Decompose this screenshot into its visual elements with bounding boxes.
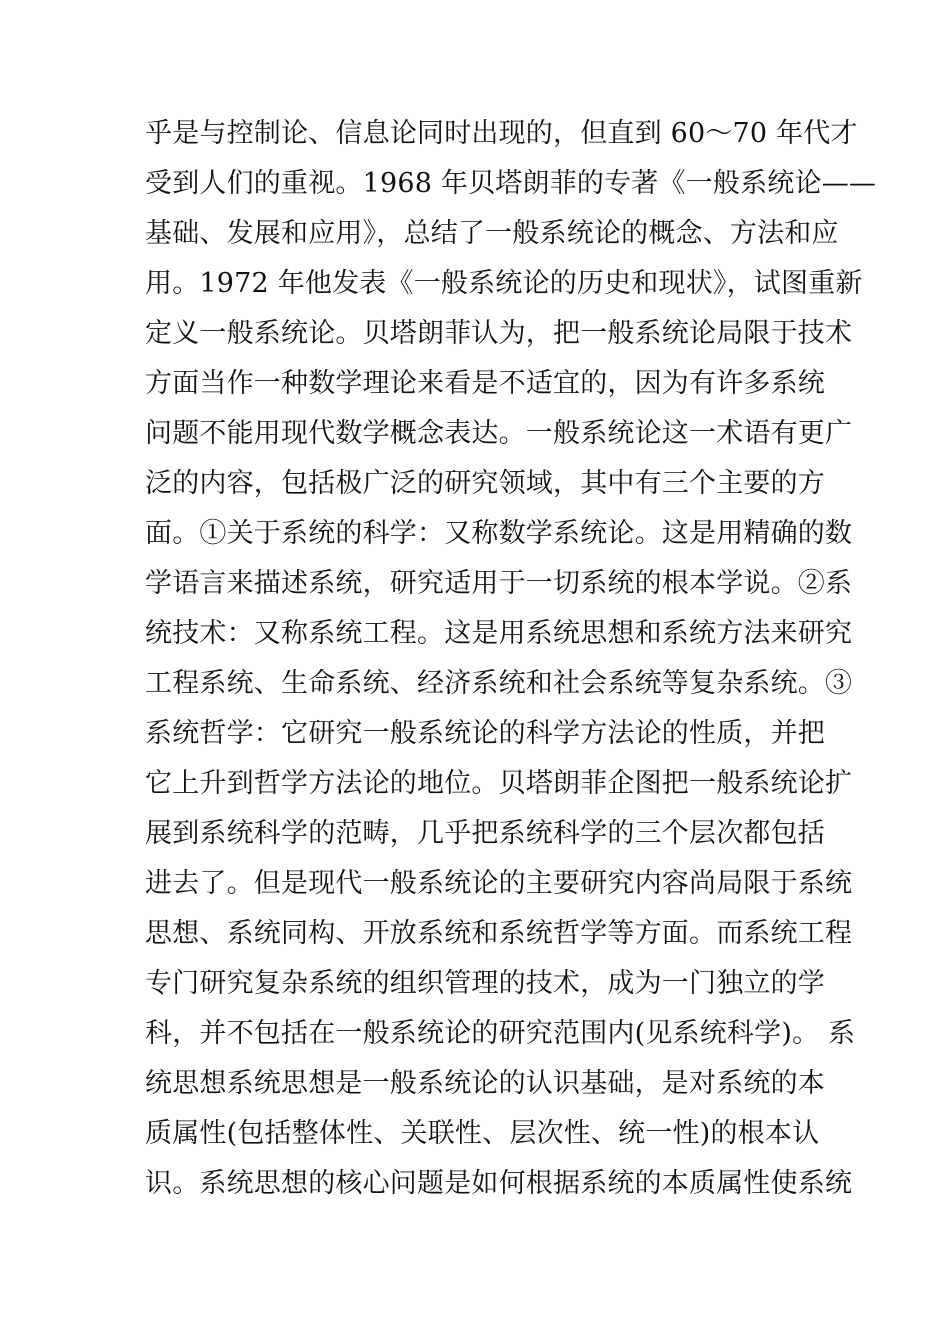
text-line: 乎是与控制论、信息论同时出现的，但直到 60～70 年代才	[145, 118, 858, 149]
text-line: 工程系统、生命系统、经济系统和社会系统等复杂系统。③	[145, 668, 853, 699]
text-line: 它上升到哲学方法论的地位。贝塔朗菲企图把一般系统论扩	[145, 768, 853, 799]
text-line: 问题不能用现代数学概念表达。一般系统论这一术语有更广	[145, 418, 853, 449]
text-line: 识。系统思想的核心问题是如何根据系统的本质属性使系统	[145, 1168, 853, 1199]
text-line: 质属性(包括整体性、关联性、层次性、统一性)的根本认	[145, 1118, 820, 1149]
text-line: 系统哲学：它研究一般系统论的科学方法论的性质，并把	[145, 718, 825, 749]
text-line: 展到系统科学的范畴，几乎把系统科学的三个层次都包括	[145, 818, 825, 849]
text-line: 进去了。但是现代一般系统论的主要研究内容尚局限于系统	[145, 868, 853, 899]
text-line: 专门研究复杂系统的组织管理的技术，成为一门独立的学	[145, 968, 825, 999]
text-line: 统技术：又称系统工程。这是用系统思想和系统方法来研究	[145, 618, 853, 649]
text-line: 思想、系统同构、开放系统和系统哲学等方面。而系统工程	[145, 918, 853, 949]
body-text	[145, 109, 877, 1209]
text-line: 面。①关于系统的科学：又称数学系统论。这是用精确的数	[145, 518, 853, 549]
text-line: 学语言来描述系统，研究适用于一切系统的根本学说。②系	[145, 568, 853, 599]
text-line: 科，并不包括在一般系统论的研究范围内(见系统科学)。 系	[145, 1018, 856, 1049]
text-line: 定义一般系统论。贝塔朗菲认为，把一般系统论局限于技术	[145, 318, 853, 349]
text-line: 统思想系统思想是一般系统论的认识基础，是对系统的本	[145, 1068, 825, 1099]
text-line: 受到人们的重视。1968 年贝塔朗菲的专著《一般系统论——	[145, 168, 877, 199]
text-line: 泛的内容，包括极广泛的研究领域，其中有三个主要的方	[145, 468, 825, 499]
text-line: 方面当作一种数学理论来看是不适宜的，因为有许多系统	[145, 368, 825, 399]
text-line: 用。1972 年他发表《一般系统论的历史和现状》，试图重新	[145, 268, 863, 299]
text-line: 基础、发展和应用》，总结了一般系统论的概念、方法和应	[145, 218, 839, 249]
